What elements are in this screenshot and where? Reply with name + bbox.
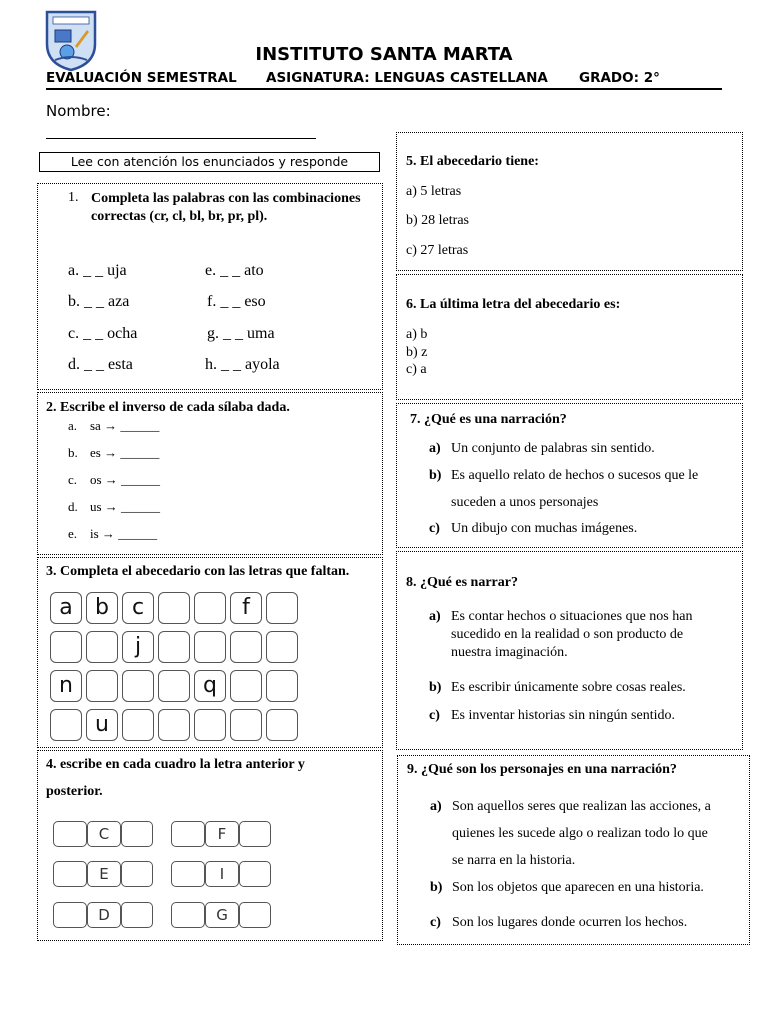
- given-letter-tile: C: [87, 821, 121, 847]
- alphabet-tile: a: [50, 592, 82, 624]
- alphabet-blank-tile[interactable]: [266, 670, 298, 702]
- exam-type: EVALUACIÓN SEMESTRAL: [46, 70, 237, 86]
- q5-title: 5. El abecedario tiene:: [406, 154, 539, 169]
- exam-header-line: [46, 70, 722, 90]
- q2-item-a: a. sa → ______: [68, 418, 160, 433]
- alphabet-blank-tile[interactable]: [194, 631, 226, 663]
- given-letter-tile: G: [205, 902, 239, 928]
- answer-letter-tile[interactable]: [171, 821, 205, 847]
- answer-letter-tile[interactable]: [121, 861, 153, 887]
- question-4-box: [37, 750, 383, 941]
- name-label: Nombre:: [46, 102, 111, 120]
- q5-option-c: c) 27 letras: [406, 243, 469, 258]
- q6-option-a: a) b: [406, 327, 428, 342]
- school-title: INSTITUTO SANTA MARTA: [255, 44, 513, 65]
- q2-title: 2. Escribe el inverso de cada sílaba dada.: [46, 400, 290, 415]
- answer-letter-tile[interactable]: [171, 902, 205, 928]
- alphabet-blank-tile[interactable]: [158, 670, 190, 702]
- q3-title: 3. Completa el abecedario con las letras que faltan.: [46, 564, 350, 579]
- alphabet-blank-tile[interactable]: [122, 709, 154, 741]
- answer-letter-tile[interactable]: [239, 902, 271, 928]
- alphabet-tile: f: [230, 592, 262, 624]
- alphabet-blank-tile[interactable]: [230, 670, 262, 702]
- answer-letter-tile[interactable]: [53, 902, 87, 928]
- q4-title-line2: posterior.: [46, 784, 103, 799]
- q8-title: 8. ¿Qué es narrar?: [406, 575, 518, 590]
- q8-option-a-line2: sucedido en la realidad o son producto de: [451, 627, 684, 642]
- q1-item-d: d. _ _ esta: [68, 356, 133, 373]
- question-6-box: [396, 274, 743, 400]
- name-input-line[interactable]: [46, 138, 316, 139]
- q2-item-b: b. es → ______: [68, 445, 160, 460]
- q2-item-e: e. is → ______: [68, 526, 158, 541]
- question-8-box: 8. ¿Qué es narrar? a) Es contar hechos o situaciones que nos han sucedido en la realidad o son producto de nuestra imaginación. b) Es escribir únicamente sobre cosas reales. c) Es inventar historias sin ningún sentido.: [396, 551, 743, 750]
- alphabet-blank-tile[interactable]: [266, 592, 298, 624]
- q9-option-a-line3: se narra en la historia.: [452, 853, 576, 868]
- alphabet-tile: c: [122, 592, 154, 624]
- answer-letter-tile[interactable]: [121, 902, 153, 928]
- q6-title: 6. La última letra del abecedario es:: [406, 297, 621, 312]
- q7-option-b-line2: suceden a unos personajes: [451, 495, 599, 510]
- answer-letter-tile[interactable]: [171, 861, 205, 887]
- alphabet-blank-tile[interactable]: [230, 709, 262, 741]
- question-5-box: [396, 132, 743, 271]
- grade-label: GRADO: 2°: [579, 70, 660, 86]
- question-1-box: [37, 183, 383, 390]
- given-letter-tile: I: [205, 861, 239, 887]
- answer-letter-tile[interactable]: [53, 861, 87, 887]
- q1-item-c: c. _ _ ocha: [68, 325, 138, 342]
- q9-option-a-line2: quienes les sucede algo o realizan todo lo que: [452, 826, 708, 841]
- alphabet-blank-tile[interactable]: [194, 592, 226, 624]
- alphabet-blank-tile[interactable]: [230, 631, 262, 663]
- alphabet-tile: b: [86, 592, 118, 624]
- subject-label: ASIGNATURA: LENGUAS CASTELLANA: [266, 70, 548, 86]
- question-3-box: [37, 557, 383, 748]
- alphabet-tile: j: [122, 631, 154, 663]
- answer-letter-tile[interactable]: [239, 821, 271, 847]
- alphabet-blank-tile[interactable]: [158, 592, 190, 624]
- alphabet-blank-tile[interactable]: [86, 670, 118, 702]
- q7-title: 7. ¿Qué es una narración?: [410, 412, 567, 427]
- given-letter-tile: D: [87, 902, 121, 928]
- q5-option-b: b) 28 letras: [406, 213, 469, 228]
- instructions-box: Lee con atención los enunciados y responde: [39, 152, 380, 172]
- q5-option-a: a) 5 letras: [406, 184, 462, 199]
- alphabet-tile: u: [86, 709, 118, 741]
- q1-item-a: a. _ _ uja: [68, 262, 127, 279]
- q1-item-h: h. _ _ ayola: [205, 356, 280, 373]
- alphabet-blank-tile[interactable]: [194, 709, 226, 741]
- alphabet-blank-tile[interactable]: [266, 709, 298, 741]
- alphabet-tile: n: [50, 670, 82, 702]
- q6-option-b: b) z: [406, 345, 428, 360]
- answer-letter-tile[interactable]: [239, 861, 271, 887]
- q1-item-e: e. _ _ ato: [205, 262, 264, 279]
- q4-title-line1: 4. escribe en cada cuadro la letra anterior y: [46, 757, 305, 772]
- alphabet-blank-tile[interactable]: [158, 709, 190, 741]
- q8-option-a-line3: nuestra imaginación.: [451, 645, 568, 660]
- given-letter-tile: F: [205, 821, 239, 847]
- alphabet-blank-tile[interactable]: [122, 670, 154, 702]
- alphabet-blank-tile[interactable]: [50, 631, 82, 663]
- answer-letter-tile[interactable]: [53, 821, 87, 847]
- q2-item-d: d. us → ______: [68, 499, 161, 514]
- alphabet-blank-tile[interactable]: [50, 709, 82, 741]
- question-2-box: [37, 392, 383, 555]
- q2-item-c: c. os → ______: [68, 472, 161, 487]
- alphabet-blank-tile[interactable]: [158, 631, 190, 663]
- given-letter-tile: E: [87, 861, 121, 887]
- q1-number: 1.: [68, 190, 79, 205]
- alphabet-blank-tile[interactable]: [266, 631, 298, 663]
- alphabet-tile: q: [194, 670, 226, 702]
- q9-title: 9. ¿Qué son los personajes en una narración?: [407, 762, 677, 777]
- q6-option-c: c) a: [406, 362, 427, 377]
- question-9-box: 9. ¿Qué son los personajes en una narración? a) Son aquellos seres que realizan las acciones, a quienes les sucede algo o realizan todo lo que se narra en la historia. b) Son los objetos que aparecen en una historia. c) Son los lugares donde ocurren los hechos.: [397, 755, 750, 945]
- q1-title: Completa las palabras con las combinaciones correctas (cr, cl, bl, br, pr, pl).: [91, 191, 361, 224]
- q1-item-f: f. _ _ eso: [207, 293, 266, 310]
- question-7-box: 7. ¿Qué es una narración? a) Un conjunto de palabras sin sentido. b) Es aquello relato de hechos o sucesos que le suceden a unos personajes c) Un dibujo con muchas imágenes.: [396, 403, 743, 548]
- answer-letter-tile[interactable]: [121, 821, 153, 847]
- q1-item-b: b. _ _ aza: [68, 293, 130, 310]
- alphabet-blank-tile[interactable]: [86, 631, 118, 663]
- q1-item-g: g. _ _ uma: [207, 325, 275, 342]
